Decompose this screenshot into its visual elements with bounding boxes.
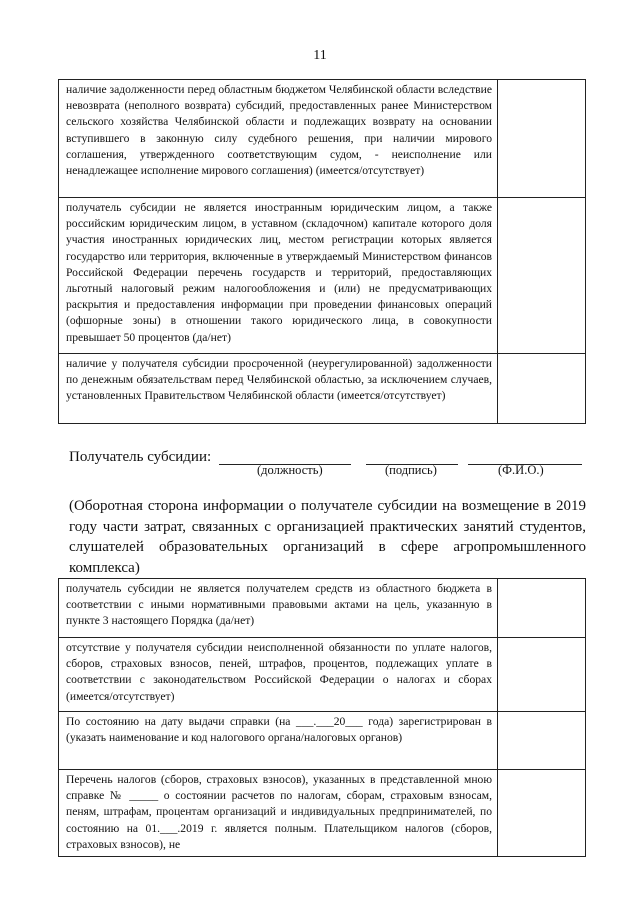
position-caption: (должность) bbox=[257, 463, 323, 477]
table-row bbox=[59, 354, 586, 424]
requirement-text: получатель субсидии не является получателем средств из областного бюджета в соответствии с иными нормативными правовыми актами на цель, указанную в пункте 3 настоящего Порядка (да/нет) bbox=[59, 579, 498, 638]
answer-cell bbox=[498, 770, 586, 857]
table-row bbox=[59, 770, 586, 857]
reverse-side-heading: (Оборотная сторона информации о получателе субсидии на возмещение в 2019 году части затрат, связанных с организацией практических занятий студентов, слушателей образовательных организаций в сфере агропромышленного комплекса) bbox=[69, 498, 586, 576]
answer-cell bbox=[498, 354, 586, 424]
requirement-text: получатель субсидии не является иностранным юридическим лицом, а также российским юридическим лицом, в уставном (складочном) капитале которого доля участия иностранных юридических лиц, местом регистрации которых является государство или территория, включенные в утверждаемый Министерством финансов Российской Федерации перечень государств и территорий, предоставляющих льготный налоговый режим налогообложения и (или) не предусматривающих раскрытия и предоставления информации при проведении финансовых операций (офшорные зоны) в отношении такого юридического лица, в совокупности превышает 50 процентов (да/нет) bbox=[59, 198, 498, 354]
signature-caption: (подпись) bbox=[385, 463, 437, 477]
table-row bbox=[59, 712, 586, 770]
table-row bbox=[59, 198, 586, 354]
answer-cell bbox=[498, 712, 586, 770]
table-row bbox=[59, 80, 586, 198]
requirement-text: отсутствие у получателя субсидии неисполненной обязанности по уплате налогов, сборов, страховых взносов, пеней, штрафов, процентов, подлежащих уплате в соответствии с законодательством Российской Федерации о налогах и сборах (имеется/отсутствует) bbox=[59, 638, 498, 712]
requirements-table-1 bbox=[58, 79, 586, 424]
requirement-text: наличие у получателя субсидии просроченной (неурегулированной) задолженности по денежным обязательствам перед Челябинской областью, за исключением случаев, установленных Правительством Челябинской области (имеется/отсутствует) bbox=[59, 354, 498, 424]
signature-label: Получатель субсидии: bbox=[69, 449, 212, 465]
answer-cell bbox=[498, 198, 586, 354]
page-number: 11 bbox=[313, 48, 327, 63]
answer-cell bbox=[498, 80, 586, 198]
requirement-text: Перечень налогов (сборов, страховых взносов), указанных в представленной мною справке № _____ о состоянии расчетов по налогам, сборам, страховым взносам, пеням, штрафам, процентам организаций и индивидуальных предпринимателей, по состоянию на 01.___.2019 г. является полным. Плательщиком налогов (сборов, страховых взносов), не bbox=[59, 770, 498, 857]
requirements-table-2 bbox=[58, 578, 586, 857]
answer-cell bbox=[498, 579, 586, 638]
table-row bbox=[59, 579, 586, 638]
requirement-text: По состоянию на дату выдачи справки (на ___.___20___ года) зарегистрирован в (указать наименование и код налогового органа/налоговых органов) bbox=[59, 712, 498, 770]
table-row bbox=[59, 638, 586, 712]
name-caption: (Ф.И.О.) bbox=[498, 463, 544, 477]
requirement-text: наличие задолженности перед областным бюджетом Челябинской области вследствие невозврата (неполного возврата) субсидий, предоставленных ранее Министерством сельского хозяйства Челябинской области и подлежащих возврату на основании вступившего в законную силу судебного решения, при наличии мирового соглашения, утвержденного соответствующим судом, - неисполнение или ненадлежащее исполнение мирового соглашения) (имеется/отсутствует) bbox=[59, 80, 498, 198]
answer-cell bbox=[498, 638, 586, 712]
